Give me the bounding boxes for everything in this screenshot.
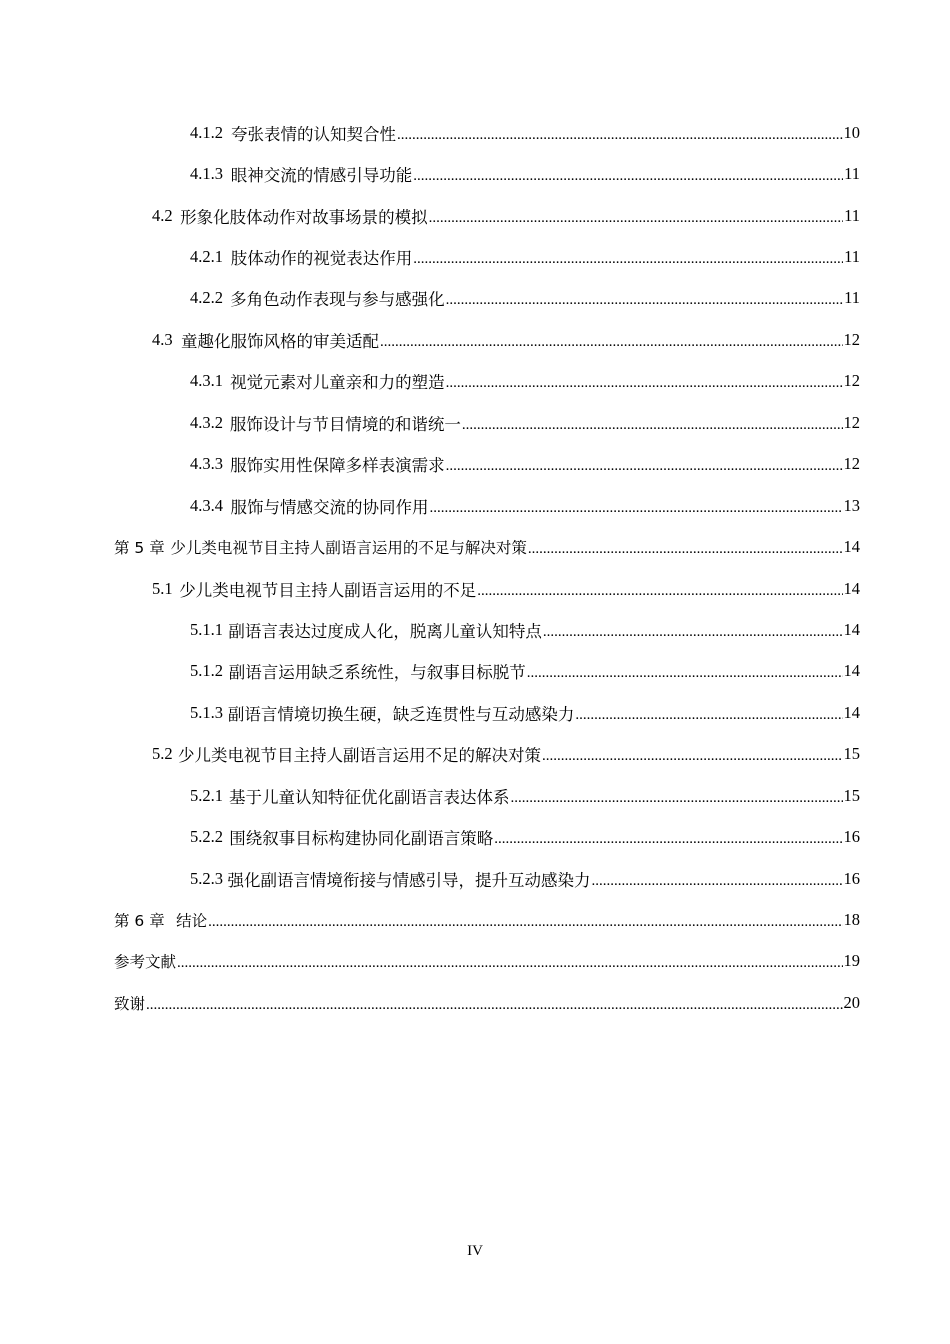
toc-entry[interactable]: [0, 112, 950, 153]
toc-entry[interactable]: [0, 816, 950, 857]
toc-entry[interactable]: [0, 858, 950, 899]
toc-entry[interactable]: [0, 982, 950, 1023]
toc-entry-page-number: 14: [843, 702, 860, 722]
toc-dot-leader: [462, 414, 843, 434]
toc-entry[interactable]: [0, 444, 950, 485]
toc-entry[interactable]: [0, 568, 950, 609]
toc-entry-number: 第 6 章: [114, 912, 165, 931]
toc-entry-page-number: 12: [843, 371, 860, 391]
toc-entry-title: 童趣化服饰风格的审美适配: [180, 331, 379, 351]
toc-entry-page-number: 11: [844, 288, 860, 308]
toc-entry-number: 4.1.3: [190, 164, 223, 184]
toc-entry-page-number: 16: [843, 868, 860, 888]
toc-entry[interactable]: [0, 775, 950, 816]
toc-entry[interactable]: [0, 485, 950, 526]
toc-entry-number: 5.2.2: [190, 827, 223, 847]
toc-dot-leader: [429, 497, 842, 517]
toc-entry-page-number: 15: [843, 785, 860, 805]
toc-dot-leader: [413, 248, 843, 268]
toc-entry-number: 5.2.1: [190, 785, 223, 805]
toc-entry-title: 眼神交流的情感引导功能: [230, 166, 413, 186]
toc-entry[interactable]: [0, 651, 950, 692]
toc-entry-page-number: 11: [844, 205, 860, 225]
toc-entry[interactable]: [0, 319, 950, 360]
toc-entry-title: 结论: [176, 912, 208, 931]
toc-entry[interactable]: [0, 609, 950, 650]
toc-entry-title: 少儿类电视节目主持人副语言运用的不足: [179, 580, 477, 600]
toc-entry-title: 服饰实用性保障多样表演需求: [230, 456, 445, 476]
toc-entry-title: 强化副语言情境衔接与情感引导，提升互动感染力: [227, 870, 591, 890]
toc-entry-number: 4.3.4: [190, 495, 223, 515]
toc-dot-leader: [542, 745, 842, 765]
toc-entry[interactable]: [0, 153, 950, 194]
toc-entry-page-number: 14: [843, 661, 860, 681]
toc-entry[interactable]: [0, 278, 950, 319]
toc-entry[interactable]: [0, 526, 950, 567]
toc-entry-number: 4.3.1: [190, 371, 223, 391]
toc-entry-title: 基于儿童认知特征优化副语言表达体系: [228, 787, 510, 807]
toc-dot-leader: [413, 165, 843, 185]
toc-entry-number: 5.1.1: [190, 619, 223, 639]
toc-entry-number: 5.1: [152, 578, 173, 598]
toc-dot-leader: [543, 621, 843, 641]
toc-entry-title: 致谢: [114, 994, 146, 1013]
toc-entry-page-number: 12: [843, 454, 860, 474]
toc-entry-number: 5.1.2: [190, 661, 223, 681]
toc-entry-page-number: 14: [843, 537, 860, 557]
toc-dot-leader: [208, 911, 842, 931]
toc-entry-title: 副语言情境切换生硬，缺乏连贯性与互动感染力: [227, 704, 575, 724]
toc-entry[interactable]: [0, 899, 950, 940]
toc-entry-number: 4.3.3: [190, 454, 223, 474]
toc-dot-leader: [592, 870, 843, 890]
toc-entry[interactable]: [0, 361, 950, 402]
toc-dot-leader: [177, 952, 842, 972]
toc-entry-title: 服饰设计与节目情境的和谐统一: [229, 414, 461, 434]
toc-entry[interactable]: [0, 236, 950, 277]
toc-entry-title: 夸张表情的认知契合性: [231, 124, 397, 144]
toc-entry-page-number: 15: [843, 744, 860, 764]
toc-entry-title: 少儿类电视节目主持人副语言运用不足的解决对策: [178, 746, 542, 766]
toc-entry-title: 参考文献: [114, 953, 177, 972]
toc-entry-page-number: 18: [843, 910, 860, 930]
toc-entry-page-number: 13: [843, 495, 860, 515]
toc-entry-page-number: 14: [843, 578, 860, 598]
toc-entry-title: 肢体动作的视觉表达作用: [230, 249, 413, 269]
toc-entry[interactable]: [0, 941, 950, 982]
toc-dot-leader: [494, 828, 842, 848]
toc-entry-number: 第 5 章: [114, 539, 165, 558]
toc-entry-page-number: 11: [844, 247, 860, 267]
toc-dot-leader: [510, 787, 842, 807]
toc-entry-number: 5.2.3: [190, 868, 223, 888]
toc-entry-number: 5.1.3: [190, 702, 223, 722]
toc-entry[interactable]: [0, 402, 950, 443]
toc-entry-number: 4.2.1: [190, 247, 223, 267]
toc-entry-page-number: 10: [843, 122, 860, 142]
toc-entry-title: 副语言表达过度成人化，脱离儿童认知特点: [228, 621, 542, 641]
toc-dot-leader: [477, 580, 842, 600]
toc-entry-page-number: 12: [843, 412, 860, 432]
toc-dot-leader: [446, 289, 843, 309]
toc-dot-leader: [397, 124, 842, 144]
toc-entry-number: 4.3.2: [190, 412, 223, 432]
toc-dot-leader: [429, 207, 844, 227]
toc-dot-leader: [446, 372, 843, 392]
toc-entry-title: 围绕叙事目标构建协同化副语言策略: [229, 829, 494, 849]
toc-entry-number: 5.2: [152, 744, 173, 764]
toc-entry-title: 少儿类电视节目主持人副语言运用的不足与解决对策: [170, 539, 527, 558]
toc-entry[interactable]: [0, 734, 950, 775]
toc-entry-page-number: 20: [843, 992, 860, 1012]
toc-entry-title: 视觉元素对儿童亲和力的塑造: [230, 373, 445, 393]
toc-dot-leader: [446, 455, 843, 475]
toc-entry-number: 4.3: [152, 329, 173, 349]
toc-entry[interactable]: [0, 692, 950, 733]
toc-dot-leader: [575, 704, 842, 724]
toc-entry-number: 4.2.2: [190, 288, 223, 308]
toc-dot-leader: [380, 331, 843, 351]
toc-entry[interactable]: [0, 195, 950, 236]
toc-entry-title: 服饰与情感交流的协同作用: [230, 497, 429, 517]
toc-entry-page-number: 14: [843, 619, 860, 639]
toc-entry-page-number: 11: [844, 164, 860, 184]
toc-dot-leader: [146, 994, 842, 1014]
toc-entry-page-number: 16: [843, 827, 860, 847]
table-of-contents: [0, 112, 950, 1024]
toc-entry-page-number: 19: [843, 951, 860, 971]
toc-entry-page-number: 12: [843, 329, 860, 349]
toc-entry-title: 形象化肢体动作对故事场景的模拟: [180, 207, 428, 227]
toc-entry-title: 多角色动作表现与参与感强化: [230, 290, 445, 310]
toc-entry-number: 4.2: [152, 205, 173, 225]
toc-entry-title: 副语言运用缺乏系统性，与叙事目标脱节: [228, 663, 526, 683]
page-number: IV: [467, 1243, 483, 1259]
toc-entry-number: 4.1.2: [190, 122, 223, 142]
toc-dot-leader: [527, 662, 843, 682]
toc-dot-leader: [528, 538, 843, 558]
